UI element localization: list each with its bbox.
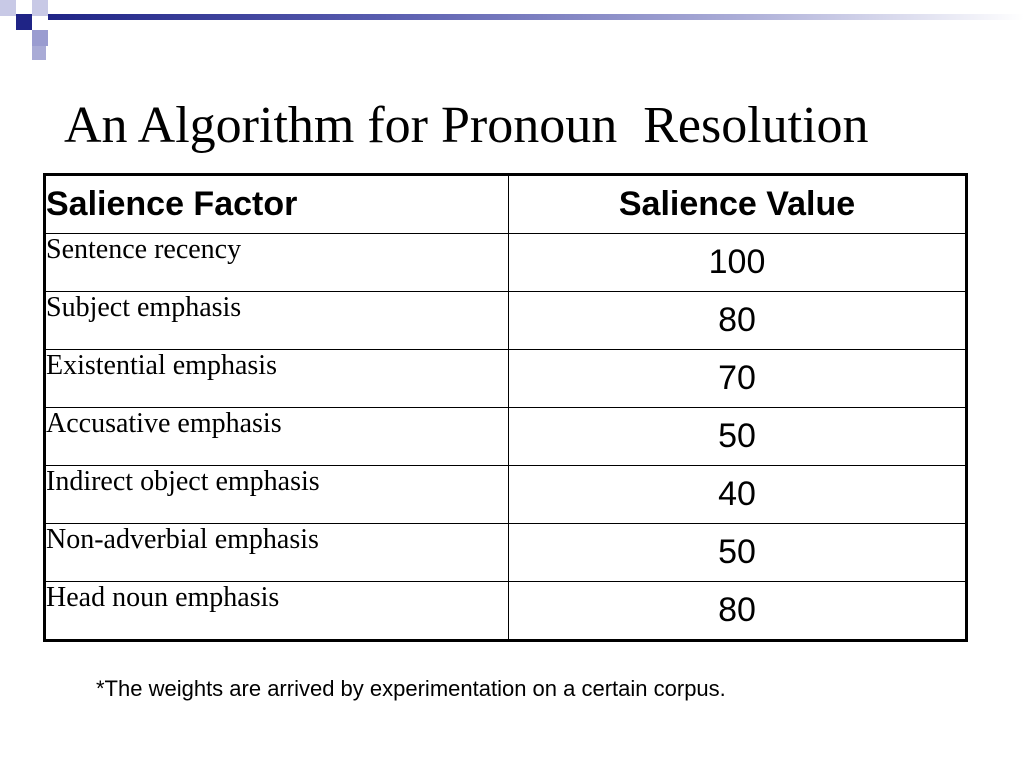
factor-cell: Accusative emphasis xyxy=(45,408,509,466)
value-cell: 70 xyxy=(509,350,967,408)
table-row xyxy=(45,292,967,350)
table-row xyxy=(45,350,967,408)
table-header-row xyxy=(45,175,967,234)
value-cell: 100 xyxy=(509,234,967,292)
deco-square xyxy=(16,14,32,30)
value-cell: 50 xyxy=(509,524,967,582)
deco-square xyxy=(48,0,64,14)
deco-square xyxy=(32,30,48,46)
salience-table xyxy=(43,173,968,642)
slide-title: An Algorithm for Pronoun Resolution xyxy=(64,97,869,154)
header-salience-value: Salience Value xyxy=(509,175,967,234)
table-row xyxy=(45,408,967,466)
factor-cell: Existential emphasis xyxy=(45,350,509,408)
header-salience-factor: Salience Factor xyxy=(45,175,509,234)
deco-square xyxy=(0,0,16,16)
factor-cell: Sentence recency xyxy=(45,234,509,292)
table-row xyxy=(45,234,967,292)
value-cell: 40 xyxy=(509,466,967,524)
value-cell: 80 xyxy=(509,292,967,350)
factor-cell: Head noun emphasis xyxy=(45,582,509,641)
value-cell: 50 xyxy=(509,408,967,466)
table-row xyxy=(45,466,967,524)
deco-gradient-bar xyxy=(48,14,1024,20)
factor-cell: Non-adverbial emphasis xyxy=(45,524,509,582)
deco-square xyxy=(32,0,48,16)
deco-square xyxy=(0,30,16,46)
factor-cell: Indirect object emphasis xyxy=(45,466,509,524)
value-cell: 80 xyxy=(509,582,967,641)
table-row xyxy=(45,524,967,582)
factor-cell: Subject emphasis xyxy=(45,292,509,350)
footnote: *The weights are arrived by experimentation on a certain corpus. xyxy=(96,676,726,701)
deco-square xyxy=(32,46,46,60)
table-row xyxy=(45,582,967,641)
